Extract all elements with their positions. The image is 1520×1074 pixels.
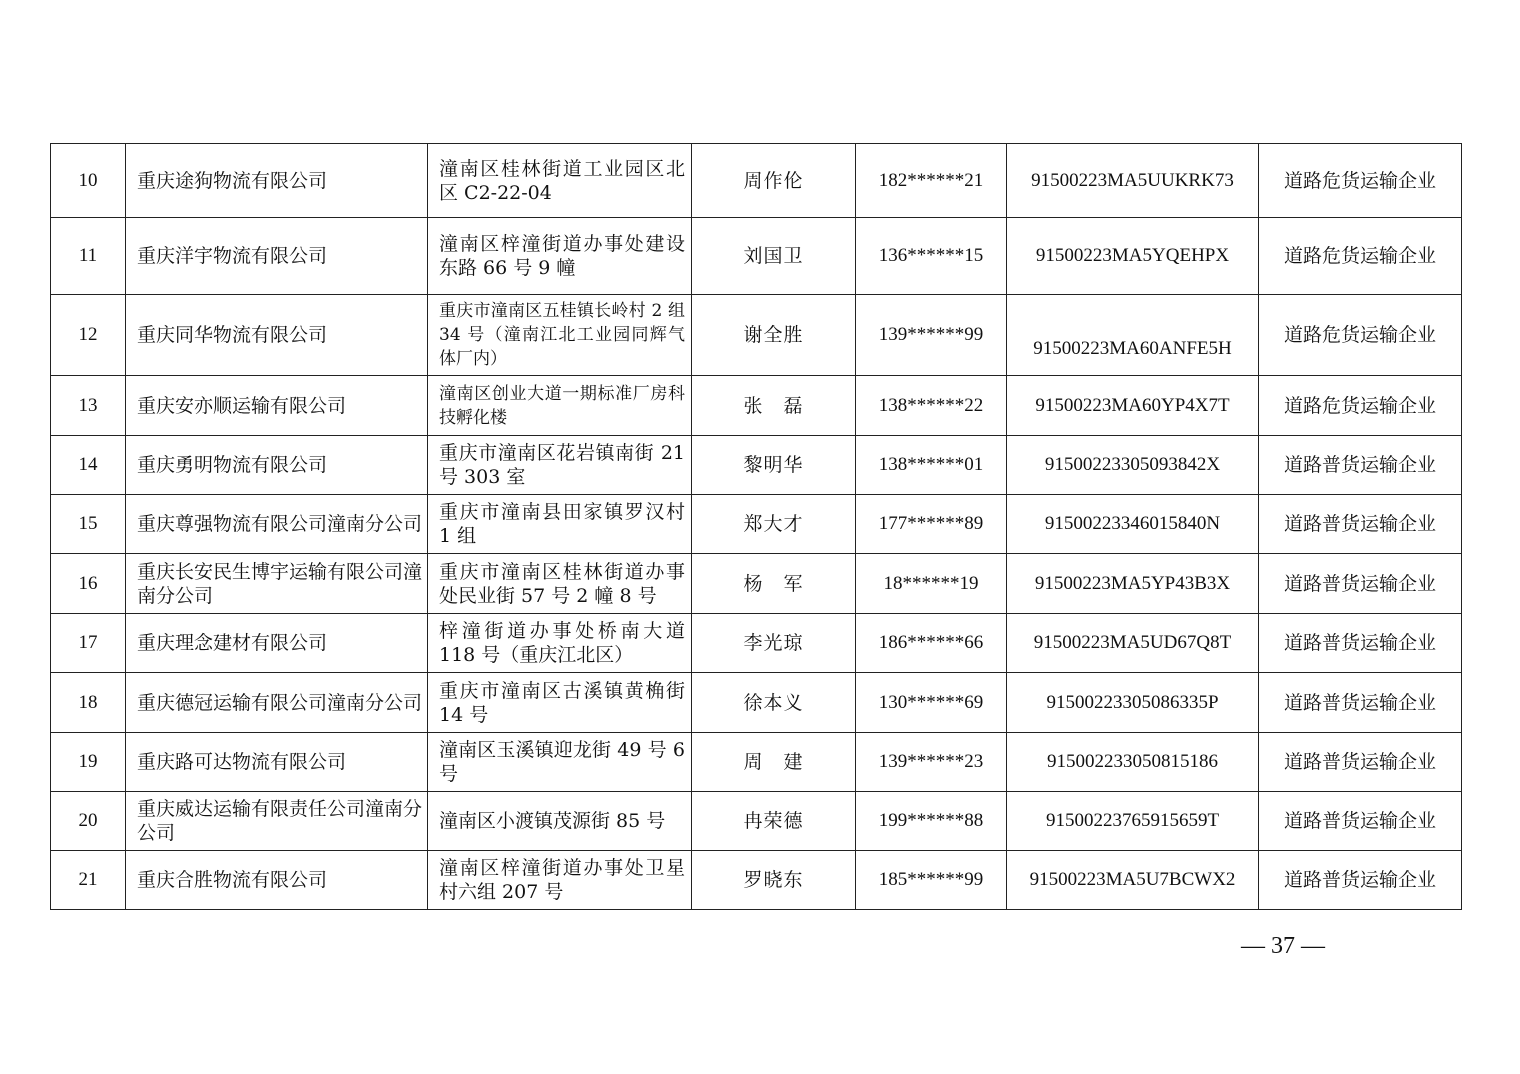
- credit-code: 91500223305086335P: [1007, 673, 1259, 733]
- company-name: 重庆勇明物流有限公司: [126, 436, 428, 495]
- credit-code: 915002233050815186: [1007, 733, 1259, 792]
- credit-code: 91500223MA5YQEHPX: [1007, 218, 1259, 295]
- phone-number: 138******01: [856, 436, 1007, 495]
- company-name: 重庆长安民生博宇运输有限公司潼南分公司: [126, 554, 428, 614]
- legal-person: 黎明华: [692, 436, 856, 495]
- legal-person: 郑大才: [692, 495, 856, 554]
- credit-code: 91500223MA5U7BCWX2: [1007, 851, 1259, 910]
- row-number: 21: [51, 851, 126, 910]
- row-number: 16: [51, 554, 126, 614]
- business-type: 道路普货运输企业: [1259, 436, 1462, 495]
- company-name: 重庆途狗物流有限公司: [126, 144, 428, 218]
- company-name: 重庆合胜物流有限公司: [126, 851, 428, 910]
- page-number: — 37 —: [1241, 933, 1325, 959]
- enterprise-table: [50, 143, 1462, 910]
- company-name: 重庆同华物流有限公司: [126, 295, 428, 376]
- row-number: 20: [51, 792, 126, 851]
- table-row: [51, 554, 1462, 614]
- row-number: 18: [51, 673, 126, 733]
- legal-person: 罗晓东: [692, 851, 856, 910]
- legal-person: 张 磊: [692, 376, 856, 436]
- row-number: 12: [51, 295, 126, 376]
- business-type: 道路普货运输企业: [1259, 673, 1462, 733]
- table-row: [51, 733, 1462, 792]
- legal-person: 周 建: [692, 733, 856, 792]
- credit-code: 91500223MA5UD67Q8T: [1007, 614, 1259, 673]
- company-name: 重庆安亦顺运输有限公司: [126, 376, 428, 436]
- phone-number: 139******23: [856, 733, 1007, 792]
- credit-code: 91500223765915659T: [1007, 792, 1259, 851]
- phone-number: 186******66: [856, 614, 1007, 673]
- business-type: 道路普货运输企业: [1259, 614, 1462, 673]
- business-type: 道路危货运输企业: [1259, 218, 1462, 295]
- row-number: 13: [51, 376, 126, 436]
- phone-number: 185******99: [856, 851, 1007, 910]
- business-type: 道路普货运输企业: [1259, 733, 1462, 792]
- company-address: 重庆市潼南县田家镇罗汉村 1 组: [428, 495, 692, 554]
- business-type: 道路危货运输企业: [1259, 295, 1462, 376]
- table-row: [51, 495, 1462, 554]
- phone-number: 138******22: [856, 376, 1007, 436]
- legal-person: 谢全胜: [692, 295, 856, 376]
- legal-person: 周作伦: [692, 144, 856, 218]
- table-row: [51, 295, 1462, 376]
- business-type: 道路危货运输企业: [1259, 144, 1462, 218]
- business-type: 道路普货运输企业: [1259, 495, 1462, 554]
- table-row: [51, 614, 1462, 673]
- company-name: 重庆理念建材有限公司: [126, 614, 428, 673]
- row-number: 11: [51, 218, 126, 295]
- table-row: [51, 851, 1462, 910]
- row-number: 17: [51, 614, 126, 673]
- company-address: 潼南区桂林街道工业园区北区 C2-22-04: [428, 144, 692, 218]
- credit-code: 91500223346015840N: [1007, 495, 1259, 554]
- table-row: [51, 376, 1462, 436]
- company-address: 重庆市潼南区花岩镇南街 21 号 303 室: [428, 436, 692, 495]
- phone-number: 177******89: [856, 495, 1007, 554]
- legal-person: 徐本义: [692, 673, 856, 733]
- legal-person: 杨 军: [692, 554, 856, 614]
- row-number: 14: [51, 436, 126, 495]
- table-row: [51, 436, 1462, 495]
- company-address: 潼南区玉溪镇迎龙街 49 号 6 号: [428, 733, 692, 792]
- legal-person: 李光琼: [692, 614, 856, 673]
- table-row: [51, 144, 1462, 218]
- legal-person: 冉荣德: [692, 792, 856, 851]
- table-row: [51, 792, 1462, 851]
- company-address: 潼南区梓潼街道办事处卫星村六组 207 号: [428, 851, 692, 910]
- company-name: 重庆洋宇物流有限公司: [126, 218, 428, 295]
- table-row: [51, 218, 1462, 295]
- company-name: 重庆德冠运输有限公司潼南分公司: [126, 673, 428, 733]
- business-type: 道路危货运输企业: [1259, 376, 1462, 436]
- credit-code: 91500223MA60YP4X7T: [1007, 376, 1259, 436]
- business-type: 道路普货运输企业: [1259, 554, 1462, 614]
- phone-number: 18******19: [856, 554, 1007, 614]
- company-address: 重庆市潼南区五桂镇长岭村 2 组 34 号（潼南江北工业园同辉气体厂内）: [428, 295, 692, 376]
- phone-number: 130******69: [856, 673, 1007, 733]
- company-address: 潼南区梓潼街道办事处建设东路 66 号 9 幢: [428, 218, 692, 295]
- company-name: 重庆尊强物流有限公司潼南分公司: [126, 495, 428, 554]
- phone-number: 139******99: [856, 295, 1007, 376]
- row-number: 19: [51, 733, 126, 792]
- company-address: 潼南区创业大道一期标准厂房科技孵化楼: [428, 376, 692, 436]
- legal-person: 刘国卫: [692, 218, 856, 295]
- credit-code: 91500223MA5YP43B3X: [1007, 554, 1259, 614]
- credit-code: 91500223MA5UUKRK73: [1007, 144, 1259, 218]
- credit-code: 91500223MA60ANFE5H: [1007, 295, 1259, 376]
- table-row: [51, 673, 1462, 733]
- company-name: 重庆路可达物流有限公司: [126, 733, 428, 792]
- phone-number: 136******15: [856, 218, 1007, 295]
- credit-code: 91500223305093842X: [1007, 436, 1259, 495]
- company-address: 潼南区小渡镇茂源街 85 号: [428, 792, 692, 851]
- phone-number: 182******21: [856, 144, 1007, 218]
- phone-number: 199******88: [856, 792, 1007, 851]
- company-address: 梓潼街道办事处桥南大道 118 号（重庆江北区）: [428, 614, 692, 673]
- row-number: 15: [51, 495, 126, 554]
- business-type: 道路普货运输企业: [1259, 792, 1462, 851]
- company-address: 重庆市潼南区古溪镇黄桷街 14 号: [428, 673, 692, 733]
- business-type: 道路普货运输企业: [1259, 851, 1462, 910]
- company-name: 重庆威达运输有限责任公司潼南分公司: [126, 792, 428, 851]
- row-number: 10: [51, 144, 126, 218]
- company-address: 重庆市潼南区桂林街道办事处民业街 57 号 2 幢 8 号: [428, 554, 692, 614]
